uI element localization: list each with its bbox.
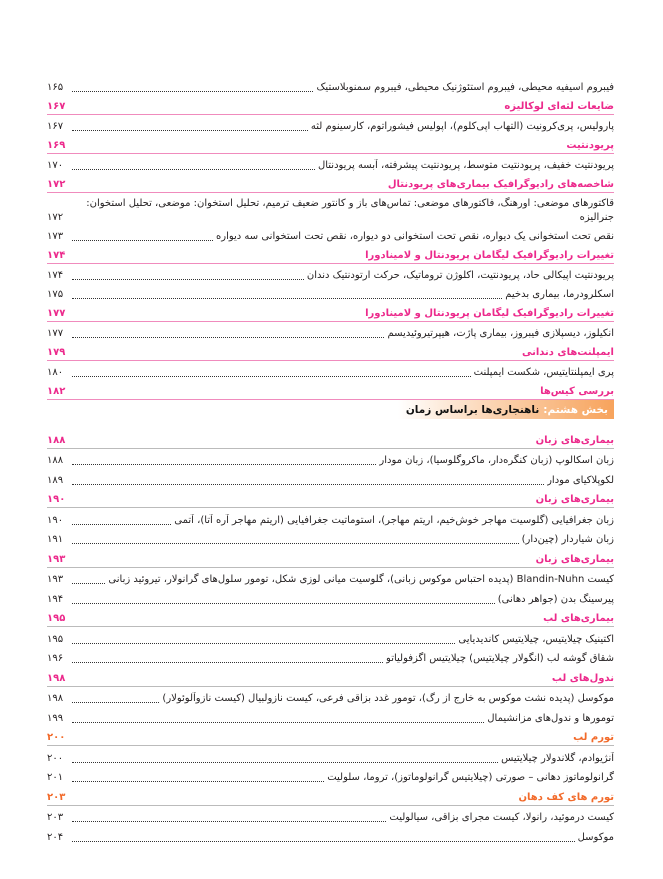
page-number: ۱۹۵ <box>47 613 66 624</box>
page-number: ۱۷۳ <box>47 231 64 242</box>
toc-entry[interactable] <box>47 627 614 647</box>
toc-section-heading[interactable] <box>47 666 614 687</box>
page-number: ۱۹۱ <box>47 534 64 545</box>
page-number: ۱۷۲ <box>47 179 66 190</box>
toc-entry[interactable] <box>47 193 614 225</box>
section-banner <box>47 400 614 419</box>
toc-entry[interactable] <box>47 806 614 826</box>
heading-title: بیماری‌های زبان <box>535 494 614 505</box>
page-number: ۱۷۷ <box>47 328 64 339</box>
entry-title: گرانولوماتوز دهانی – صورتی (چیلایتیس گرانولوماتوز)، تروما، سلولیت <box>327 772 614 783</box>
entry-title: زبان شیاردار (چین‌دار) <box>521 534 614 545</box>
entry-title: موکوسل <box>577 831 614 843</box>
entry-title: پری ایمپلنتایتیس، شکست ایمپلنت <box>473 367 614 378</box>
entry-title: زبان اسکالوپ (زبان کنگره‌دار، ماکروگلوسیا)، زبان مودار <box>379 455 614 466</box>
toc-section-heading[interactable] <box>47 341 614 361</box>
toc-entry[interactable] <box>47 449 614 469</box>
dot-leader <box>72 841 575 842</box>
dot-leader <box>72 603 495 604</box>
toc-section-heading[interactable] <box>47 244 614 264</box>
dot-leader <box>72 376 471 377</box>
toc-entry[interactable] <box>47 568 614 588</box>
page-number: ۲۰۰ <box>47 732 66 743</box>
toc-section-1 <box>47 76 614 400</box>
dot-leader <box>72 464 376 465</box>
toc-section-heading[interactable] <box>47 547 614 568</box>
toc-entry[interactable] <box>47 76 614 95</box>
section-banner-box <box>398 400 614 419</box>
entry-title: کیست درموئید، رانولا، کیست مجرای بزاقی، سیالولیت <box>389 812 614 823</box>
dot-leader <box>72 643 455 644</box>
heading-title: تغییرات رادیوگرافیک لیگامان پریودنتال و لامینادورا <box>365 308 614 319</box>
entry-title: فیبروم اسیفیه محیطی، فیبروم استئوژنیک محیطی، فیبروم سمنوبلاستیک <box>316 82 614 93</box>
page-number: ۱۹۰ <box>47 494 66 505</box>
page-number: ۱۷۰ <box>47 160 64 171</box>
page-number: ۲۰۳ <box>47 791 66 803</box>
toc-section-heading[interactable] <box>47 380 614 400</box>
toc-section-heading[interactable] <box>47 134 614 154</box>
page-number: ۱۷۷ <box>47 308 66 319</box>
toc-entry[interactable] <box>47 825 614 845</box>
toc-entry[interactable] <box>47 264 614 283</box>
heading-title: شاخصه‌های رادیوگرافیک بیماری‌های پریودنتال <box>387 179 614 190</box>
heading-title: تورم های کف دهان <box>518 791 614 803</box>
toc-entry[interactable] <box>47 115 614 134</box>
heading-title: پریودنتیت <box>566 140 614 151</box>
toc-entry[interactable] <box>47 766 614 786</box>
dot-leader <box>72 240 213 241</box>
toc-section-heading[interactable] <box>47 726 614 747</box>
page-number: ۱۷۲ <box>47 212 64 223</box>
dot-leader <box>72 662 383 663</box>
entry-title: زبان جغرافیایی (گلوسیت مهاجر خوش‌خیم، اریتم مهاجر)، استوماتیت جغرافیایی (اریتم مهاجر آره آتا)، آتمی <box>174 514 614 526</box>
dot-leader <box>72 91 313 92</box>
entry-title: پیرسینگ بدن (جواهر دهانی) <box>497 593 614 605</box>
toc-entry[interactable] <box>47 361 614 380</box>
entry-title: پریودنتیت اپیکالی حاد، پریودنتیت، اکلوژن تروماتیک، حرکت ارتودنتیک دندان <box>306 270 614 281</box>
entry-title: آنژیوادم، گلاندولار چیلایتیس <box>501 752 614 764</box>
page-number: ۱۷۴ <box>47 270 64 281</box>
toc-entry[interactable] <box>47 528 614 548</box>
page-number: ۱۹۳ <box>47 574 64 585</box>
toc-entry[interactable] <box>47 225 614 244</box>
page-number: ۱۶۷ <box>47 101 66 112</box>
page-number: ۱۷۹ <box>47 347 66 358</box>
dot-leader <box>72 702 159 703</box>
toc-entry[interactable] <box>47 706 614 726</box>
section-banner-title: ناهنجاری‌ها براساس زمان <box>405 403 540 416</box>
entry-title: اکتینیک چیلایتیس، چیلایتیس کاندیدیایی <box>458 633 614 645</box>
dot-leader <box>72 484 544 485</box>
toc-entry[interactable] <box>47 587 614 607</box>
page-number: ۱۸۹ <box>47 474 64 486</box>
heading-title: ایمپلنت‌های دندانی <box>521 347 614 358</box>
dot-leader <box>72 524 171 525</box>
toc-entry[interactable] <box>47 154 614 173</box>
toc-section-heading[interactable] <box>47 95 614 115</box>
page-number: ۱۹۶ <box>47 653 64 664</box>
entry-title: لکوپلاکیای مودار <box>547 474 614 486</box>
toc-entry[interactable] <box>47 746 614 766</box>
page-number: ۱۹۰ <box>47 514 64 526</box>
heading-title: بیماری‌های لب <box>543 613 614 624</box>
heading-title: بیماری‌های زبان <box>535 434 614 446</box>
heading-title: بیماری‌های زبان <box>535 553 614 565</box>
dot-leader <box>72 583 105 584</box>
page-number: ۲۰۰ <box>47 752 64 764</box>
page-number: ۱۹۳ <box>47 553 66 565</box>
dot-leader <box>72 169 315 170</box>
toc-entry[interactable] <box>47 468 614 488</box>
dot-leader <box>72 543 519 544</box>
entry-title: تومورها و ندول‌های مزانشیمال <box>487 712 614 724</box>
dot-leader <box>72 130 308 131</box>
page-number: ۱۶۷ <box>47 121 64 132</box>
page-number: ۱۹۹ <box>47 712 64 724</box>
heading-title: ضایعات لثه‌ای لوکالیزه <box>504 101 614 112</box>
page-number: ۱۸۰ <box>47 367 64 378</box>
page-number: ۱۸۲ <box>47 386 66 397</box>
dot-leader <box>72 781 324 782</box>
toc-entry[interactable] <box>47 508 614 528</box>
page-number: ۱۸۸ <box>47 434 66 446</box>
dot-leader <box>72 821 386 822</box>
toc-section-heading[interactable] <box>47 173 614 193</box>
section-banner-label: بخش هشتم: <box>543 403 608 416</box>
dot-leader <box>72 279 304 280</box>
page-number: ۱۹۸ <box>47 693 64 704</box>
toc-section-heading[interactable] <box>47 488 614 509</box>
toc-entry[interactable] <box>47 322 614 341</box>
entry-title: نقص تحت استخوانی یک دیواره، نقص تحت استخوانی دو دیواره، نقص تحت استخوانی سه دیواره <box>216 231 614 242</box>
entry-title: پریودنتیت خفیف، پریودنتیت متوسط، پریودنتیت پیشرفته، آبسه پریودنتال <box>317 160 614 171</box>
page-number: ۱۶۵ <box>47 82 64 93</box>
entry-title: اسکلرودرما، بیماری بدخیم <box>505 289 614 300</box>
entry-title: قاکتورهای موضعی: اورهنگ، فاکتورهای موضعی: تماس‌های باز و کانتور ضعیف ترمیم، تحلیل استخوان: موضعی، تحلیل استخوان: جنرالیزه <box>86 198 614 223</box>
page-number: ۲۰۳ <box>47 812 64 823</box>
page-number: ۱۶۹ <box>47 140 66 151</box>
dot-leader <box>72 337 384 338</box>
heading-title: تورم لب <box>573 732 614 743</box>
entry-title: کیست Blandin-Nuhn (پدیده احتباس موکوس زبانی)، گلوسیت میانی لوزی شکل، تومور سلول‌های گرانولار، تیروئید زبانی <box>108 574 614 585</box>
entry-title: شقاق گوشه لب (انگولار چیلایتیس) چیلایتیس اگزفولیاتو <box>386 653 614 664</box>
page-number: ۲۰۱ <box>47 772 64 783</box>
page-number: ۱۹۸ <box>47 672 66 684</box>
entry-title: پارولیس، پری‌کرونیت (التهاب اپی‌کلوم)، اپولیس فیشوراتوم، کارسینوم لثه <box>310 121 614 132</box>
page-number: ۱۸۸ <box>47 455 64 466</box>
toc-section-heading[interactable] <box>47 302 614 322</box>
entry-title: انکیلوز، دیسپلازی فیبروز، بیماری پاژت، هیپرتیروئیدیسم <box>387 328 614 339</box>
toc-section-2 <box>47 428 614 845</box>
page-number: ۱۷۵ <box>47 289 64 300</box>
heading-title: تغییرات رادیوگرافیک لیگامان پریودنتال و لامینادورا <box>365 250 614 261</box>
dot-leader <box>72 298 502 299</box>
toc-entry[interactable] <box>47 283 614 302</box>
page-number: ۱۷۴ <box>47 250 66 261</box>
toc-section-heading[interactable] <box>47 607 614 628</box>
toc-entry[interactable] <box>47 687 614 707</box>
page-number: ۱۹۴ <box>47 593 64 605</box>
dot-leader <box>72 722 484 723</box>
dot-leader <box>72 762 498 763</box>
page-number: ۲۰۴ <box>47 831 64 843</box>
toc-section-heading[interactable] <box>47 428 614 449</box>
toc-entry[interactable] <box>47 647 614 667</box>
entry-title: موکوسل (پدیده نشت موکوس به خارج از رگ)، تومور غدد بزاقی فرعی، کیست نازولبیال (کیست نازوآلوئولار) <box>162 693 614 704</box>
page-number: ۱۹۵ <box>47 633 64 645</box>
heading-title: ندول‌های لب <box>551 672 614 684</box>
toc-section-heading[interactable] <box>47 785 614 806</box>
heading-title: بررسی کیس‌ها <box>540 386 614 397</box>
